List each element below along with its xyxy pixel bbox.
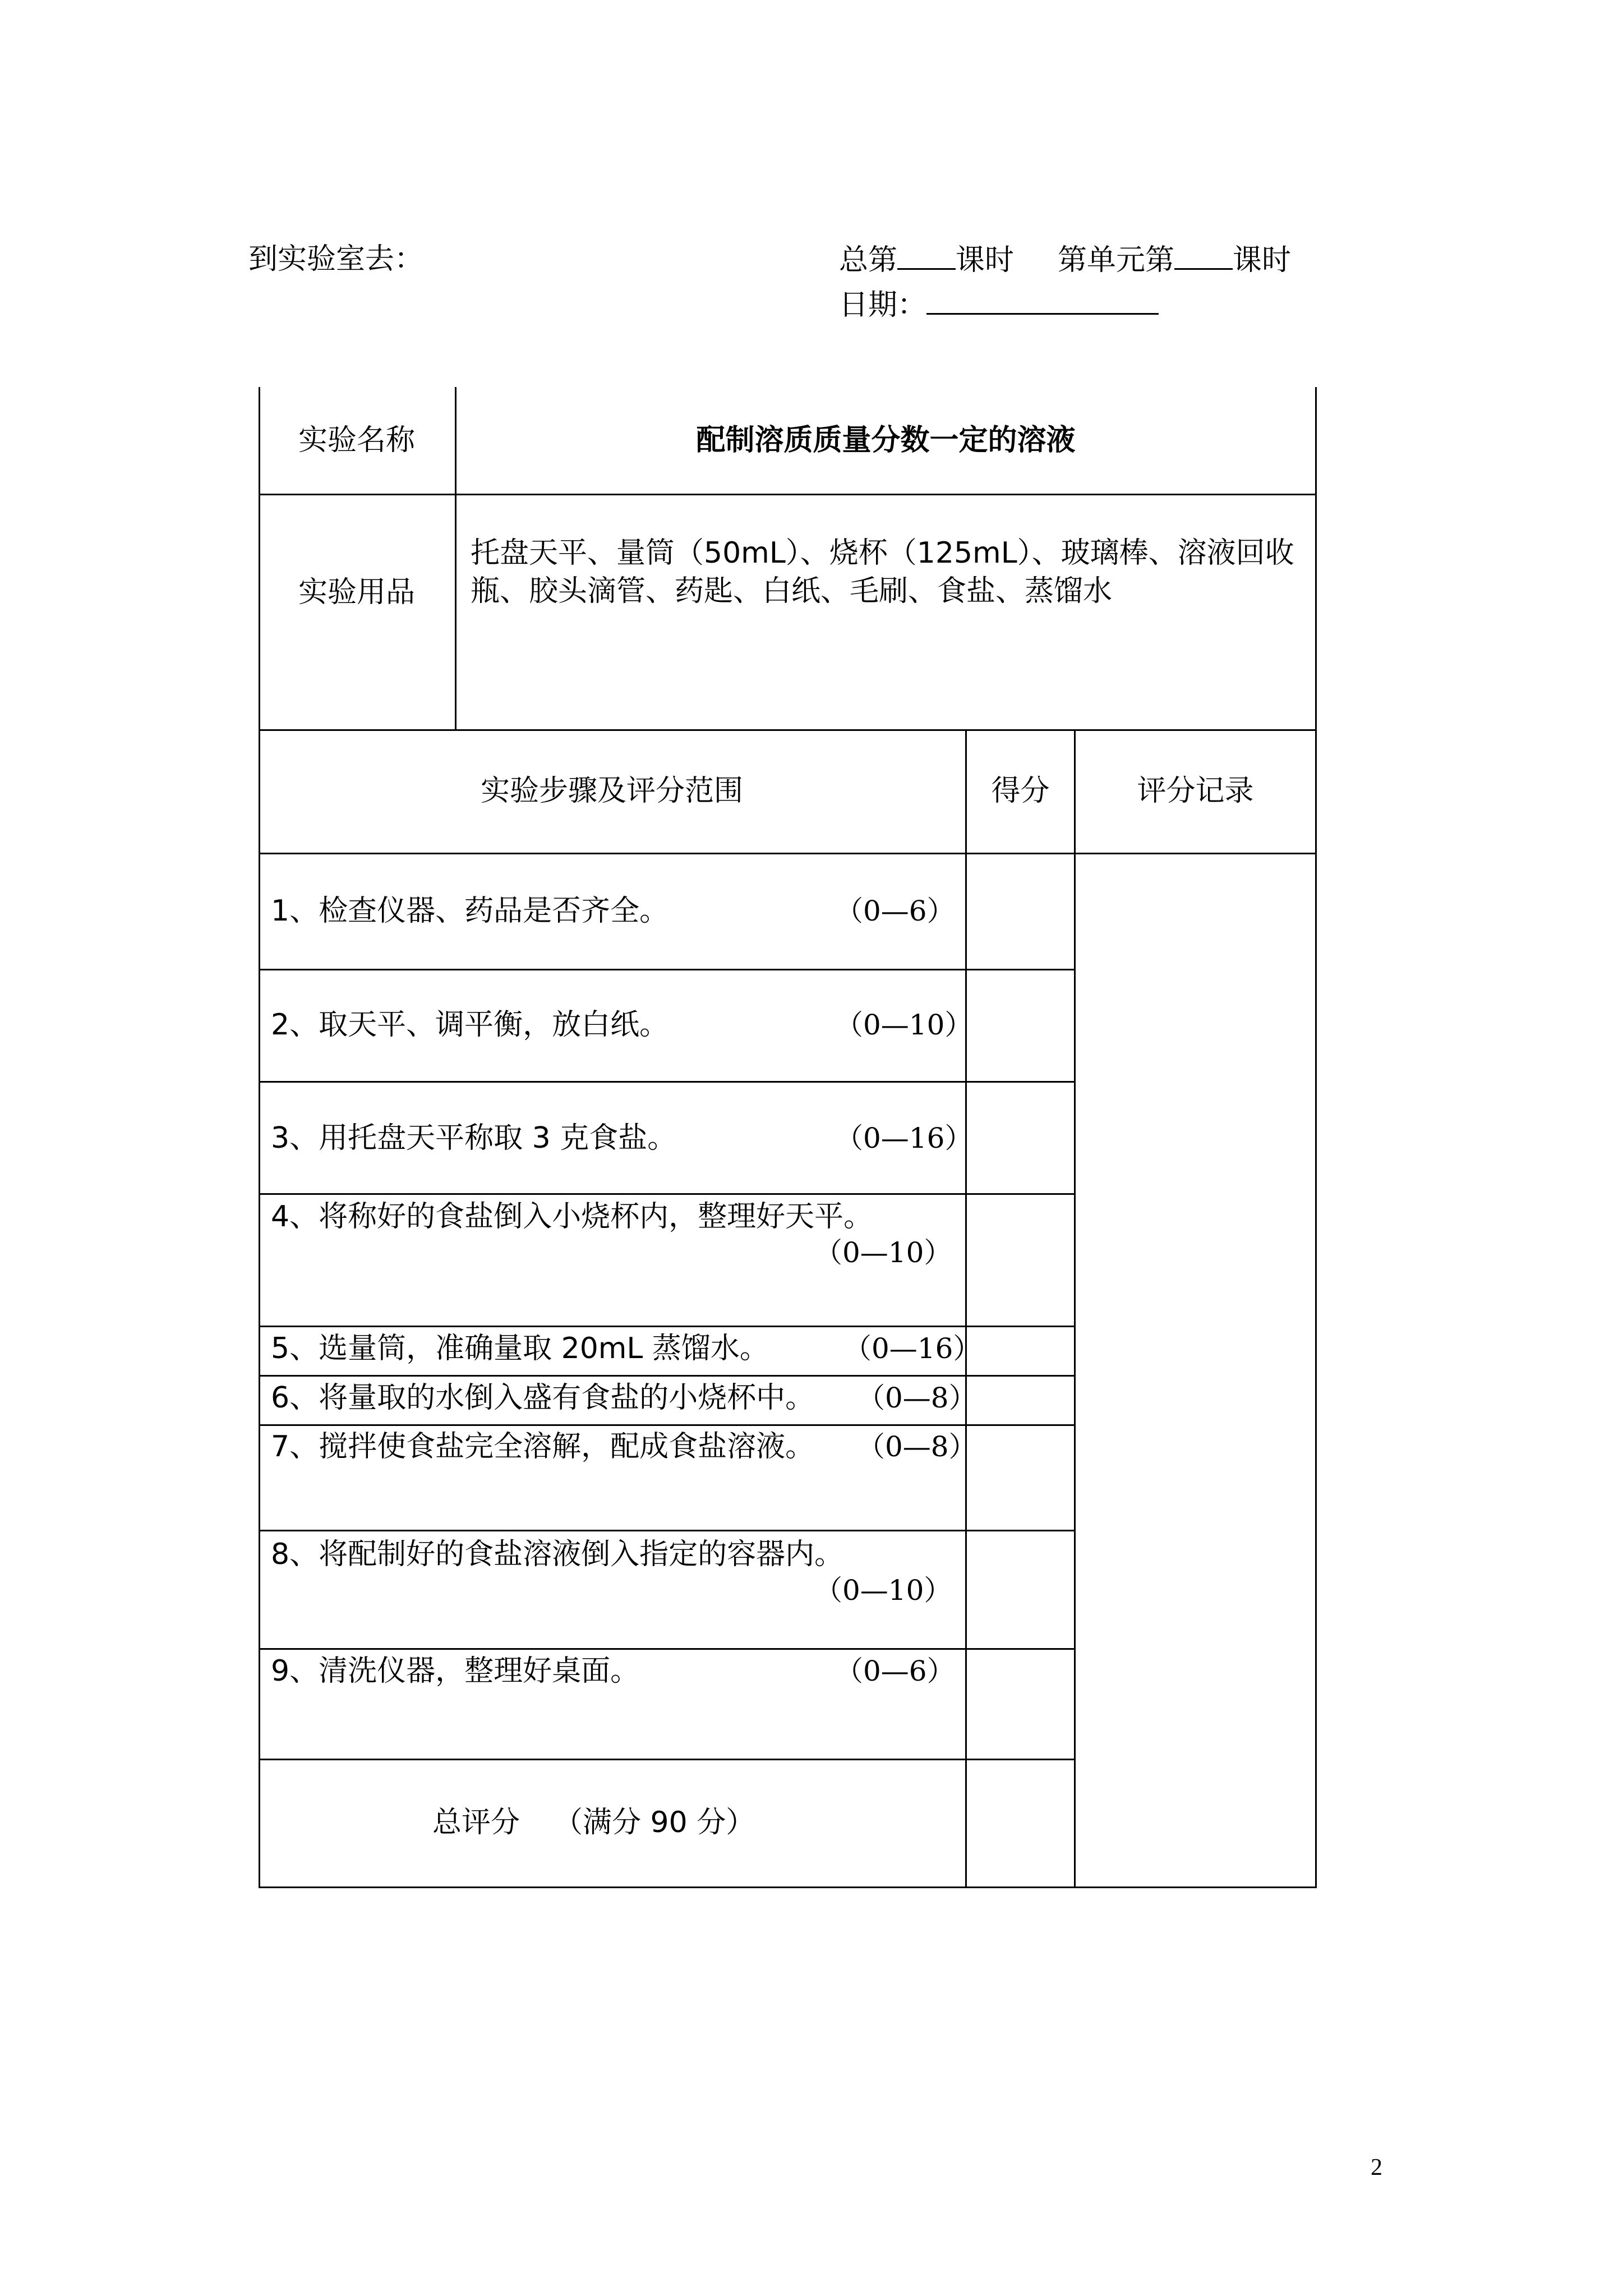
total-lesson-blank[interactable] bbox=[897, 242, 956, 270]
step-item: 1、检查仪器、药品是否齐全。 bbox=[271, 894, 669, 928]
step-item: 4、将称好的食盐倒入小烧杯内，整理好天平。 bbox=[271, 1200, 873, 1234]
step-score-range: （0—10） bbox=[814, 1236, 952, 1269]
step-score-range: （0—10） bbox=[835, 1009, 973, 1041]
header-left-label: 到实验室去： bbox=[248, 242, 424, 276]
step-item: 2、取天平、调平衡，放白纸。 bbox=[271, 1008, 669, 1042]
unit-lesson-prefix: 第单元第 bbox=[1058, 243, 1175, 277]
step-score-range: （0—6） bbox=[835, 895, 955, 927]
record-input-area[interactable] bbox=[1076, 854, 1315, 1887]
step-score-range: （0—16） bbox=[843, 1332, 981, 1365]
evaluation-table bbox=[259, 387, 1317, 1888]
unit-lesson-suffix: 课时 bbox=[1233, 243, 1292, 277]
score-input-cell[interactable] bbox=[967, 1377, 1074, 1424]
steps-header: 实验步骤及评分范围 bbox=[480, 774, 743, 808]
supplies-value: 托盘天平、量筒（50mL）、烧杯（125mL）、玻璃棒、溶液回收瓶、胶头滴管、药匙、白纸、毛刷、食盐、蒸馏水 bbox=[471, 536, 1294, 608]
score-input-cell[interactable] bbox=[967, 854, 1074, 969]
step-score-range: （0—8） bbox=[857, 1430, 977, 1463]
step-score-range: （0—10） bbox=[814, 1574, 952, 1607]
step-item: 9、清洗仪器，整理好桌面。 bbox=[271, 1654, 640, 1688]
score-input-cell[interactable] bbox=[967, 1195, 1074, 1326]
step-score-range: （0—6） bbox=[835, 1655, 955, 1687]
total-score-label: 总评分 （满分 90 分） bbox=[432, 1806, 755, 1839]
step-score-range: （0—8） bbox=[857, 1382, 977, 1414]
score-input-cell[interactable] bbox=[967, 970, 1074, 1081]
total-score-input[interactable] bbox=[967, 1760, 1074, 1887]
score-input-cell[interactable] bbox=[967, 1083, 1074, 1193]
unit-lesson-blank[interactable] bbox=[1174, 242, 1233, 270]
step-item: 5、选量筒，准确量取 20mL 蒸馏水。 bbox=[271, 1332, 769, 1365]
step-score-range: （0—16） bbox=[835, 1122, 973, 1154]
step-item: 8、将配制好的食盐溶液倒入指定的容器内。 bbox=[271, 1538, 844, 1571]
experiment-name-value: 配制溶质质量分数一定的溶液 bbox=[696, 424, 1076, 457]
page-number: 2 bbox=[1371, 2155, 1382, 2180]
date-label: 日期： bbox=[839, 288, 927, 322]
supplies-label: 实验用品 bbox=[298, 576, 415, 609]
score-input-cell[interactable] bbox=[967, 1327, 1074, 1375]
total-lesson-suffix: 课时 bbox=[956, 243, 1015, 277]
experiment-name-label: 实验名称 bbox=[298, 424, 415, 457]
score-input-cell[interactable] bbox=[967, 1650, 1074, 1759]
score-input-cell[interactable] bbox=[967, 1426, 1074, 1530]
score-input-cell[interactable] bbox=[967, 1531, 1074, 1648]
step-item: 7、搅拌使食盐完全溶解，配成食盐溶液。 bbox=[271, 1430, 815, 1464]
total-score-note: （满分 90 分） bbox=[554, 1806, 755, 1839]
step-item: 3、用托盘天平称取 3 克食盐。 bbox=[271, 1121, 677, 1155]
step-item: 6、将量取的水倒入盛有食盐的小烧杯中。 bbox=[271, 1381, 815, 1415]
total-lesson-prefix: 总第 bbox=[839, 243, 898, 277]
lesson-counter bbox=[839, 242, 1291, 277]
date-blank[interactable] bbox=[926, 287, 1159, 315]
record-header: 评分记录 bbox=[1137, 774, 1254, 808]
date-line bbox=[839, 287, 1159, 322]
score-header: 得分 bbox=[991, 774, 1050, 808]
